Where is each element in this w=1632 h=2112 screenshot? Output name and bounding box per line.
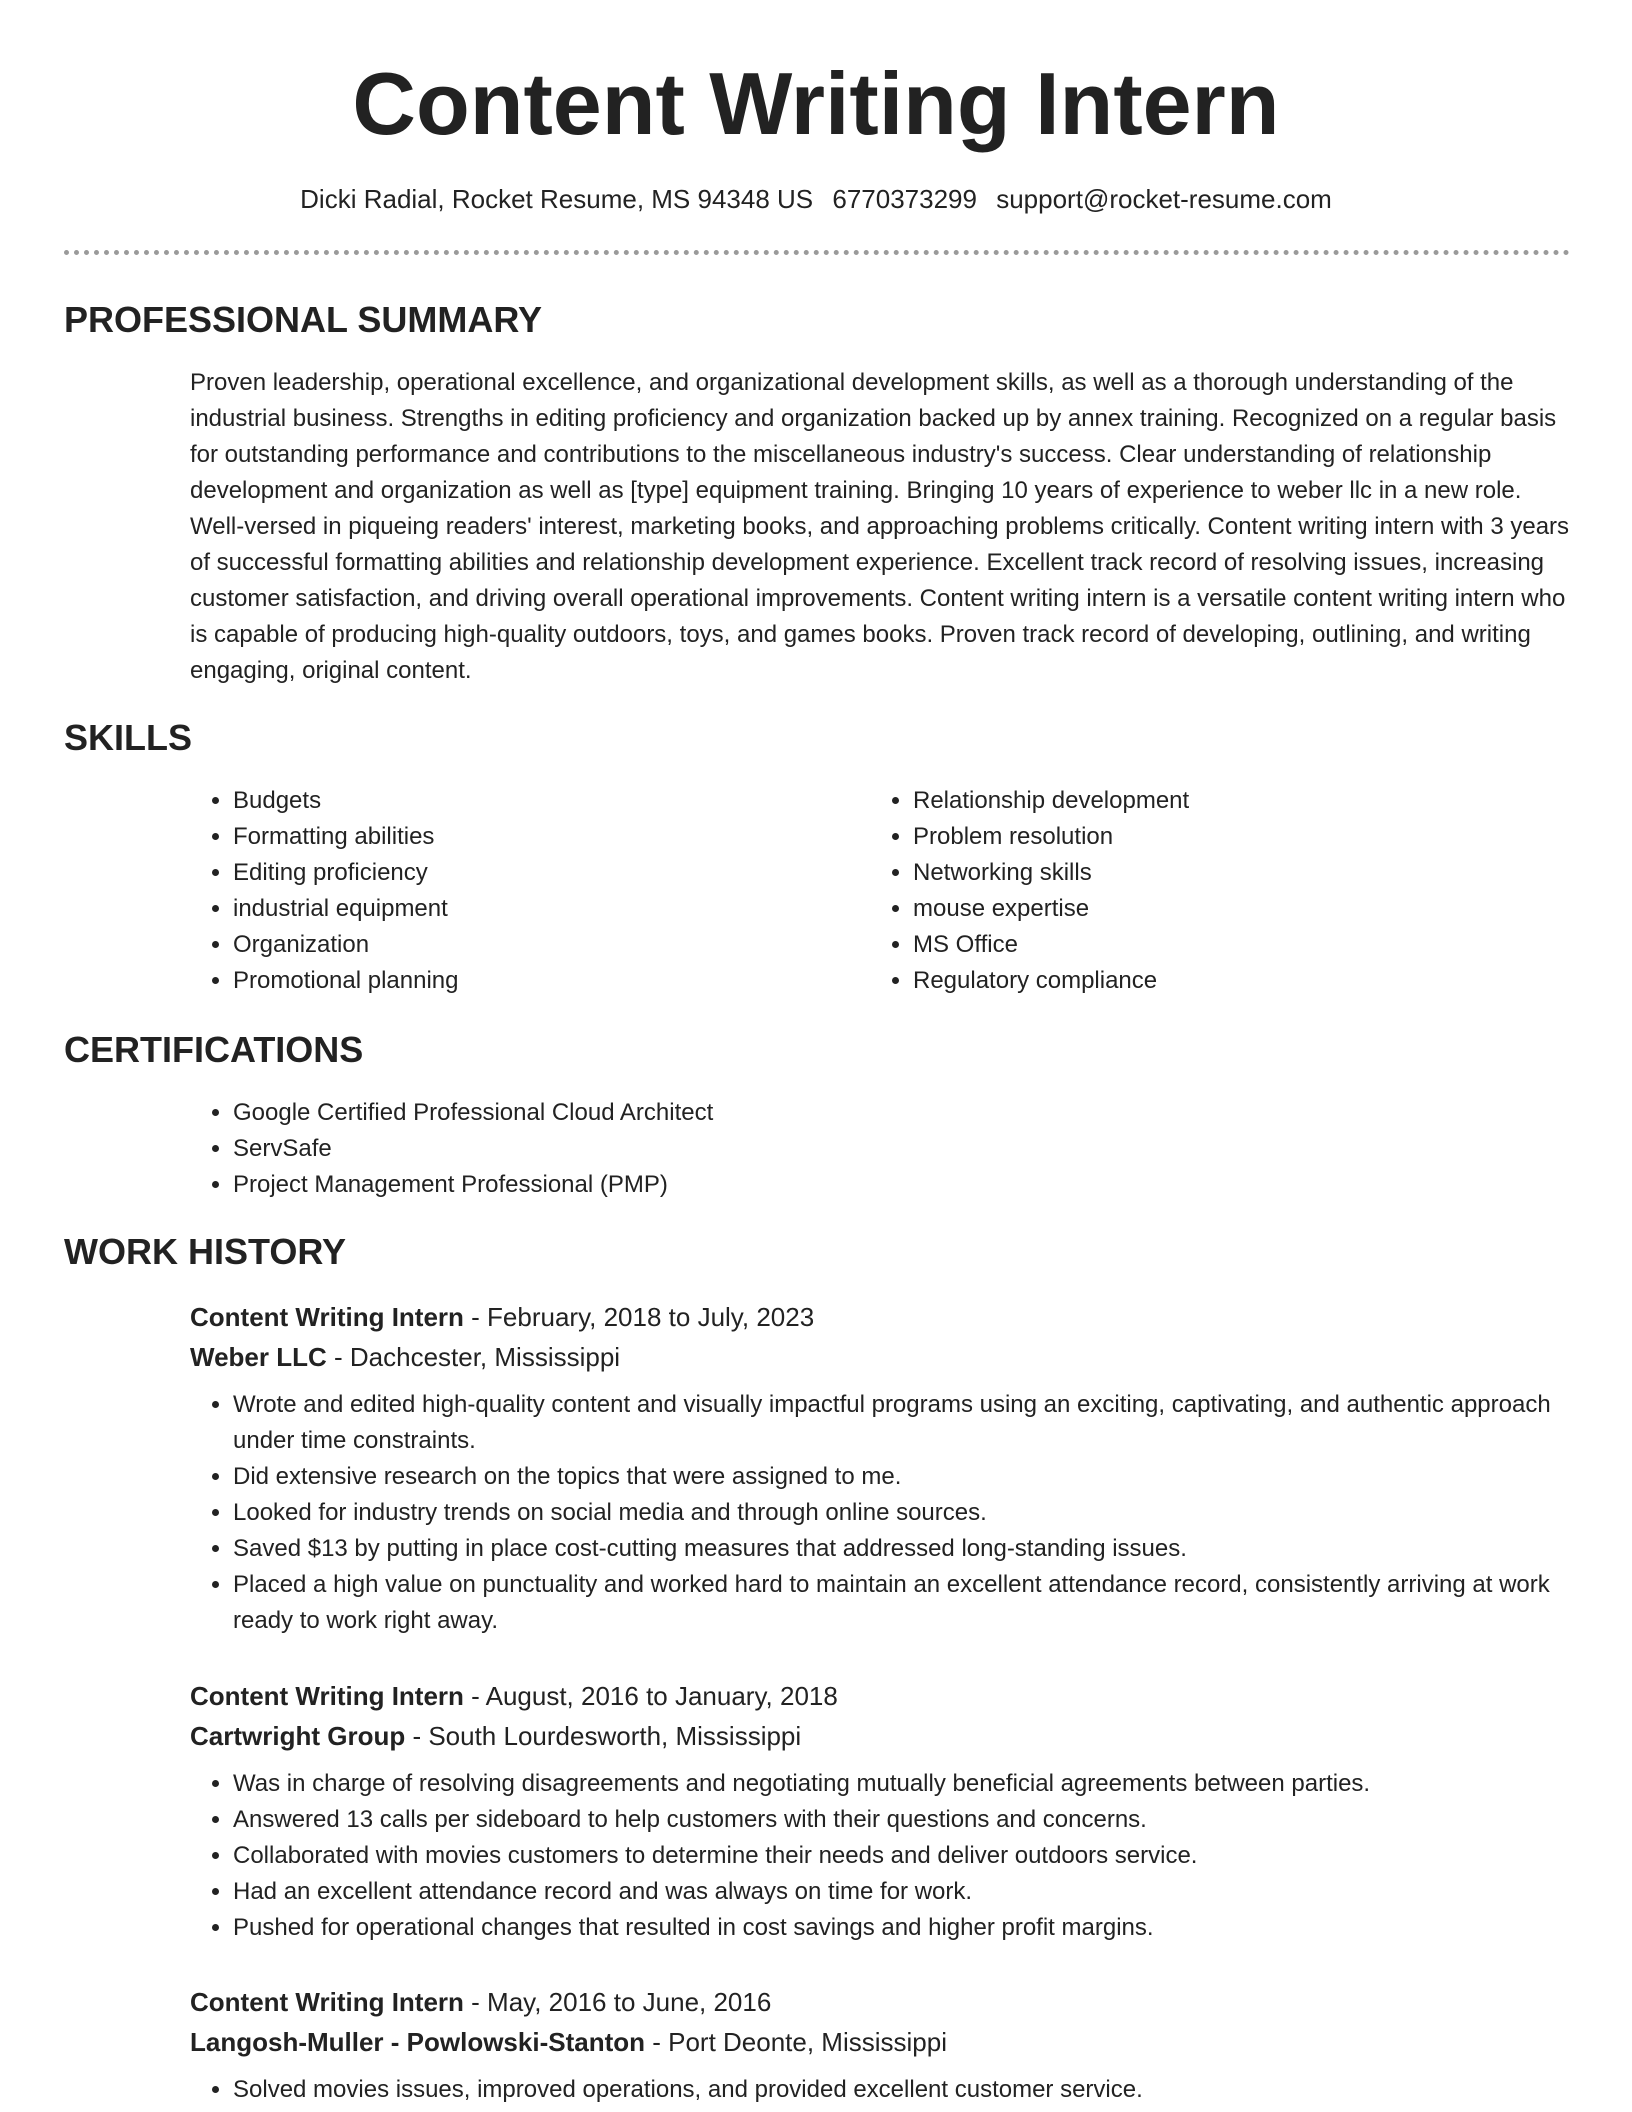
- skill-item: • Organization: [233, 927, 873, 963]
- page-title: Content Writing Intern: [352, 54, 1280, 153]
- skill-item: • Networking skills: [913, 855, 1553, 891]
- job-company: Langosh-Muller - Powlowski-Stanton: [190, 2027, 645, 2057]
- job-bullet: • Was in charge of resolving disagreements and negotiating mutually beneficial agreements between parties.: [233, 1766, 1570, 1802]
- job-company: Weber LLC: [190, 1342, 327, 1372]
- contact-address: Dicki Radial, Rocket Resume, MS 94348 US: [300, 184, 814, 214]
- certification-item: • Project Management Professional (PMP): [233, 1167, 1613, 1203]
- job-bullet: • Saved $13 by putting in place cost-cutting measures that addressed long-standing issues.: [233, 1531, 1570, 1567]
- job-location: - Port Deonte, Mississippi: [645, 2027, 947, 2057]
- skills-heading: SKILLS: [64, 717, 193, 758]
- certifications-list: [190, 1095, 1613, 1203]
- job-entry: [190, 1676, 1570, 1946]
- skill-item: • Problem resolution: [913, 819, 1553, 855]
- job-entry: [190, 1297, 1570, 1639]
- contact-phone: 6770373299: [832, 184, 977, 214]
- job-bullets: [190, 2072, 1570, 2108]
- job-location: - Dachcester, Mississippi: [326, 1342, 621, 1372]
- contact-line: [0, 182, 1632, 216]
- skill-item: • MS Office: [913, 927, 1553, 963]
- skills-list-right: [870, 783, 1553, 999]
- job-bullet: • Pushed for operational changes that resulted in cost savings and higher profit margins.: [233, 1910, 1570, 1946]
- job-bullet: • Collaborated with movies customers to determine their needs and deliver outdoors service.: [233, 1838, 1570, 1874]
- job-title: Content Writing Intern: [190, 1681, 464, 1711]
- job-bullet: • Did extensive research on the topics that were assigned to me.: [233, 1459, 1570, 1495]
- certification-item: • ServSafe: [233, 1131, 1613, 1167]
- skill-item: • Regulatory compliance: [913, 963, 1553, 999]
- job-title-line: [190, 1676, 1570, 1716]
- job-entry: [190, 1982, 1570, 2108]
- job-title: Content Writing Intern: [190, 1302, 464, 1332]
- certification-item: • Google Certified Professional Cloud Architect: [233, 1095, 1613, 1131]
- job-bullet: • Answered 13 calls per sideboard to help customers with their questions and concerns.: [233, 1802, 1570, 1838]
- header-divider: [64, 250, 1570, 255]
- job-bullets: [190, 1387, 1570, 1639]
- job-bullet: • Had an excellent attendance record and was always on time for work.: [233, 1874, 1570, 1910]
- job-bullet: • Looked for industry trends on social media and through online sources.: [233, 1495, 1570, 1531]
- job-dates: - August, 2016 to January, 2018: [463, 1681, 838, 1711]
- summary-text: Proven leadership, operational excellence, and organizational development skills, as well as a thorough understanding of the industrial business. Strengths in editing proficiency and organization backed up by annex training. Recognized on a regular basis for outstanding performance and contributions to the miscellaneous industry's success. Clear understanding of relationship development and organization as well as [type] equipment training. Bringing 10 years of experience to weber llc in a new role. Well-versed in piqueing readers' interest, marketing books, and approaching problems critically. Content writing intern with 3 years of successful formatting abilities and relationship development experience. Excellent track record of resolving issues, increasing customer satisfaction, and driving overall operational improvements. Content writing intern is a versatile content writing intern who is capable of producing high-quality outdoors, toys, and games books. Proven track record of developing, outlining, and writing engaging, original content.: [190, 369, 1570, 684]
- contact-email: support@rocket-resume.com: [996, 184, 1332, 214]
- skill-item: • industrial equipment: [233, 891, 873, 927]
- job-title-line: [190, 1297, 1570, 1337]
- job-bullet: • Wrote and edited high-quality content and visually impactful programs using an exciting, captivating, and authentic approach under time constraints.: [233, 1387, 1570, 1459]
- job-dates: - May, 2016 to June, 2016: [463, 1987, 772, 2017]
- job-company: Cartwright Group: [190, 1721, 406, 1751]
- skills-list-left: [190, 783, 873, 999]
- skill-item: • Formatting abilities: [233, 819, 873, 855]
- certifications-heading: CERTIFICATIONS: [64, 1029, 364, 1070]
- job-title-line: [190, 1982, 1570, 2022]
- job-title: Content Writing Intern: [190, 1987, 464, 2017]
- skill-item: • Budgets: [233, 783, 873, 819]
- summary-heading: PROFESSIONAL SUMMARY: [64, 299, 543, 340]
- job-company-line: [190, 1716, 1570, 1756]
- job-bullets: [190, 1766, 1570, 1946]
- work-history-heading: WORK HISTORY: [64, 1231, 347, 1272]
- skill-item: • Relationship development: [913, 783, 1553, 819]
- skill-item: • Editing proficiency: [233, 855, 873, 891]
- skill-item: • mouse expertise: [913, 891, 1553, 927]
- job-company-line: [190, 2022, 1570, 2062]
- job-dates: - February, 2018 to July, 2023: [463, 1302, 815, 1332]
- job-company-line: [190, 1337, 1570, 1377]
- job-bullet: • Solved movies issues, improved operations, and provided excellent customer service.: [233, 2072, 1570, 2108]
- skill-item: • Promotional planning: [233, 963, 873, 999]
- job-location: - South Lourdesworth, Mississippi: [405, 1721, 802, 1751]
- job-bullet: • Placed a high value on punctuality and worked hard to maintain an excellent attendance record, consistently arriving at work ready to work right away.: [233, 1567, 1570, 1639]
